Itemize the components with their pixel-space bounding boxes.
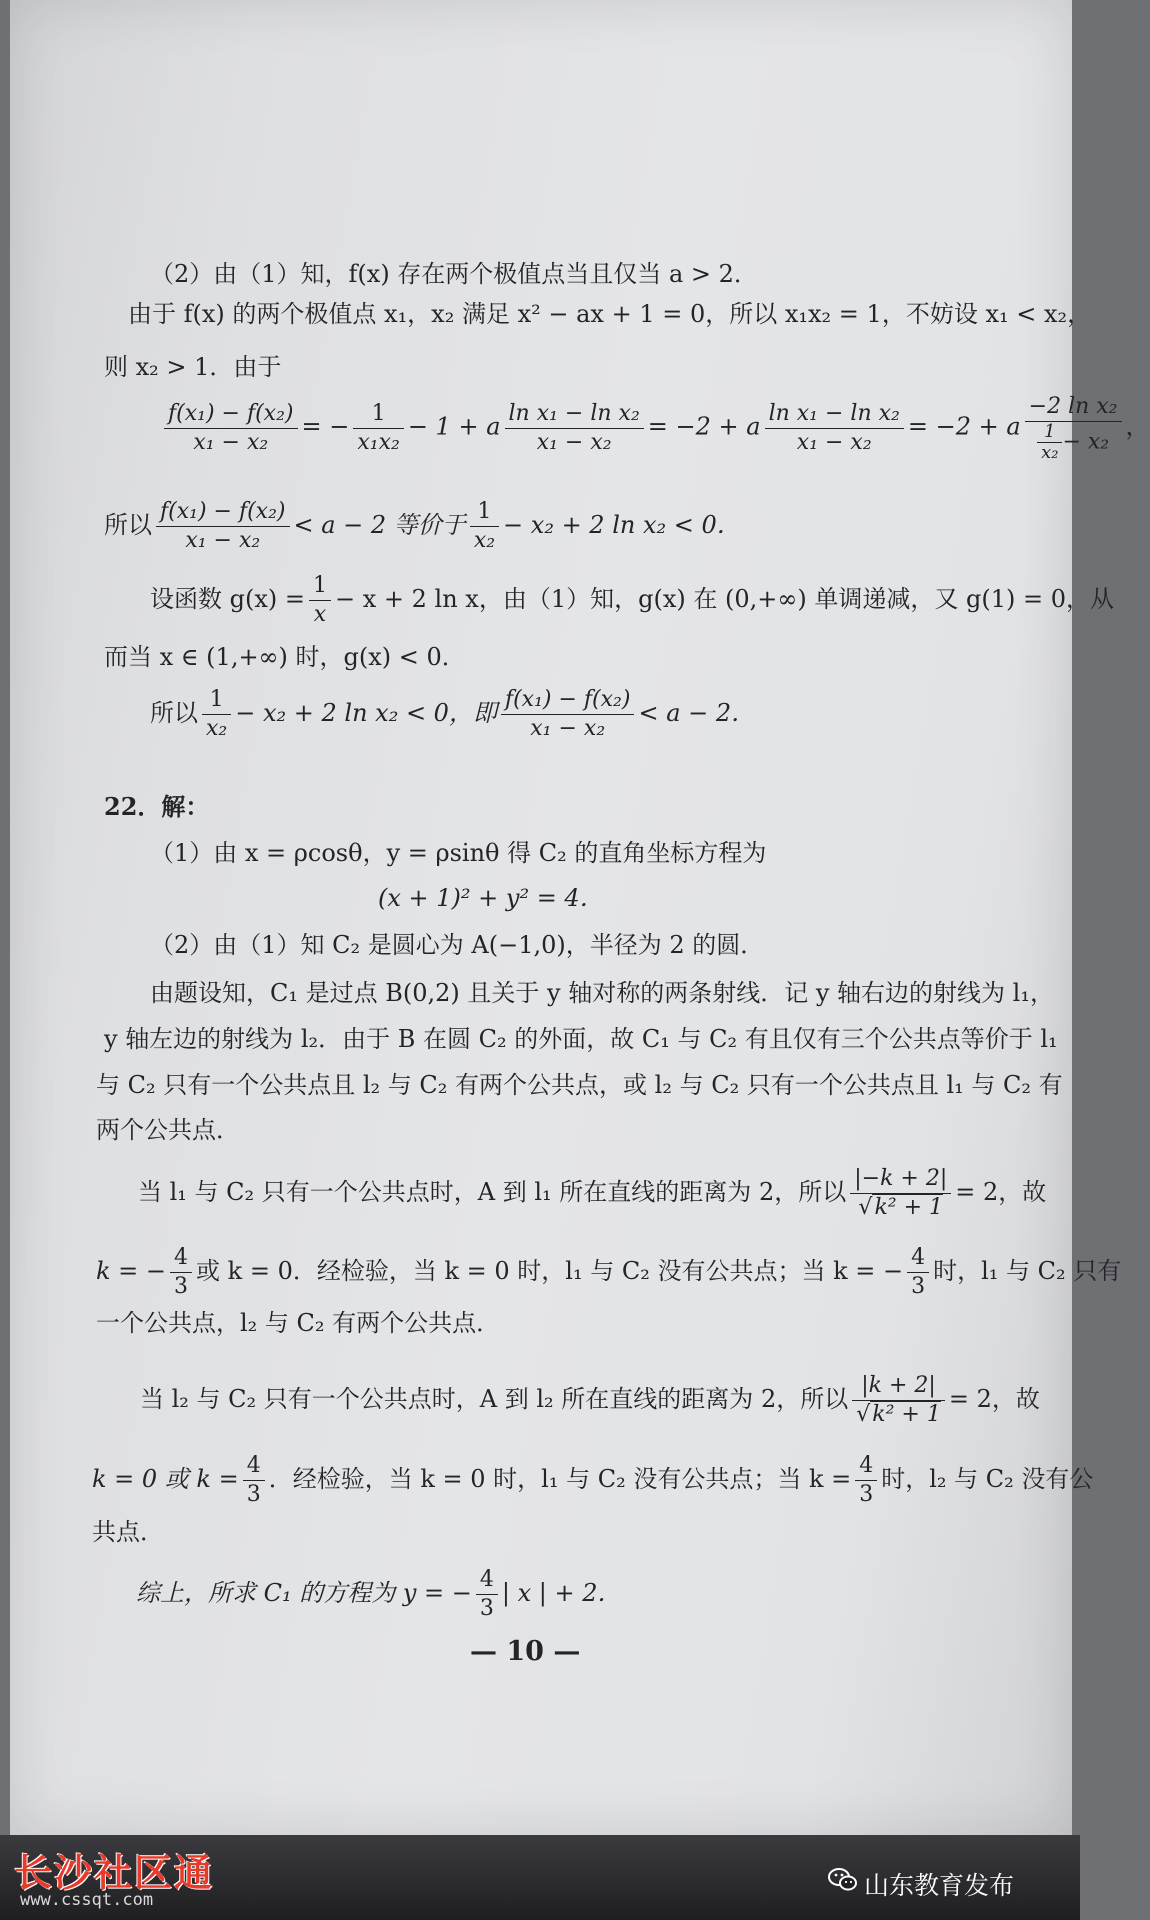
fraction: $\frac{\text{f(x₁) − f(x₂)}}{\text{x₁ − x₂}}$ (156, 498, 290, 555)
fraction: $\frac{|-k + 2|}{\text{√k² + 1}}$ (850, 1165, 951, 1222)
fraction: $\frac{1}{\text{x₂}}$ (470, 498, 499, 555)
text-line: 所以 $\frac{\text{f(x₁) − f(x₂)}}{\text{x₁ − x₂}}$ < a − 2 等价于 $\frac{1}{\text{x₂}}$ − x₂ + 2 ln x₂ < 0． (104, 499, 741, 553)
fraction: $\frac{4}{3}$ (855, 1452, 877, 1509)
text-line: 一个公共点，l₂ 与 C₂ 有两个公共点． (96, 1309, 501, 1337)
show-through-text (880, 205, 887, 230)
fraction: $\frac{\text{f(x₁) − f(x₂)}}{\text{x₁ − x₂}}$ (164, 400, 298, 457)
text-line: 当 l₁ 与 C₂ 只有一个公共点时，A 到 l₁ 所在直线的距离为 2，所以 $\frac{|-k + 2|}{\text{√k² + 1}}$ = 2，故 (138, 1166, 1047, 1220)
fraction: −2 ln x₂ $\frac{1}{\text{x₂}}$ − x₂ (1025, 393, 1122, 463)
text-line: （1）由 x = ρcosθ，y = ρsinθ 得 C₂ 的直角坐标方程为 (150, 839, 767, 867)
fraction: $\frac{4}{3}$ (907, 1244, 929, 1301)
text-line: y 轴左边的射线为 l₂．由于 B 在圆 C₂ 的外面，故 C₁ 与 C₂ 有且仅有三个公共点等价于 l₁ (104, 1025, 1058, 1053)
equation-difference-quotient: $\frac{\text{f(x₁) − f(x₂)}}{\text{x₁ − x₂}}$ = − $\frac{1}{\text{x₁x₂}}$ − 1 + a $\frac{\text{ln x₁ − ln x₂}}{\text{x₁ − x₂}}$ = −2 + a $\frac{\text{ln x₁ − ln x₂}}{\text{x₁ − x₂}}$ = −2 + a −2 ln x₂ $\frac{1}{\text{x₂}}$ − x₂ ， (160, 393, 1150, 463)
text-line: 所以 $\frac{1}{\text{x₂}}$ − x₂ + 2 ln x₂ < 0，即 $\frac{\text{f(x₁) − f(x₂)}}{\text{x₁ − x₂}}$ < a − 2． (150, 687, 756, 741)
wechat-icon (828, 1866, 858, 1894)
text-line: 设函数 g(x) = $\frac{1}{x}$ − x + 2 ln x，由（1）知，g(x) 在 (0,+∞) 单调递减，又 g(1) = 0，从 (150, 573, 1114, 627)
text-line: 则 x₂ > 1．由于 (104, 353, 282, 381)
fraction: $\frac{|k + 2|}{\text{√k² + 1}}$ (852, 1372, 945, 1429)
fraction: $\frac{\text{ln x₁ − ln x₂}}{\text{x₁ − x₂}}$ (765, 400, 904, 457)
site-url: www.cssqt.com (20, 1890, 154, 1910)
fraction: $\frac{4}{3}$ (170, 1244, 192, 1301)
wechat-account-label: 山东教育发布 (864, 1871, 1015, 1900)
fraction: $\frac{1}{x}$ (309, 572, 331, 629)
fraction: $\frac{1}{\text{x₁x₂}}$ (353, 400, 403, 457)
text-line: 当 l₂ 与 C₂ 只有一个公共点时，A 到 l₂ 所在直线的距离为 2，所以 $\frac{|k + 2|}{\text{√k² + 1}}$ = 2，故 (140, 1373, 1040, 1427)
fraction: $\frac{\text{f(x₁) − f(x₂)}}{\text{x₁ − x₂}}$ (501, 686, 635, 743)
text-line: （2）由（1）知 C₂ 是圆心为 A(−1,0)，半径为 2 的圆． (150, 931, 765, 959)
site-logo: 长沙社区通 (14, 1851, 215, 1895)
text-line: 而当 x ∈ (1,+∞) 时，g(x) < 0． (104, 643, 466, 671)
text-line: 共点． (92, 1518, 164, 1546)
text-line: k = 0 或 k = $\frac{4}{3}$ ．经检验，当 k = 0 时，l₁ 与 C₂ 没有公共点；当 k = $\frac{4}{3}$ 时，l₂ 与 C₂ 没有公 (92, 1453, 1094, 1507)
text-line: 两个公共点． (96, 1116, 240, 1144)
text-line: 综上，所求 C₁ 的方程为 y = − $\frac{4}{3}$ | x | + 2． (136, 1567, 622, 1621)
page-number: — 10 — (470, 1636, 581, 1667)
text-line: 由于 f(x) 的两个极值点 x₁，x₂ 满足 x² − ax + 1 = 0，所以 x₁x₂ = 1，不妨设 x₁ < x₂， (128, 300, 1092, 328)
question-heading: 22．解： (104, 792, 210, 821)
equation: (x + 1)² + y² = 4． (378, 884, 604, 912)
fraction: $\frac{4}{3}$ (243, 1452, 265, 1509)
fraction: $\frac{4}{3}$ (476, 1566, 498, 1623)
fraction: $\frac{\text{ln x₁ − ln x₂}}{\text{x₁ − x₂}}$ (505, 400, 644, 457)
text-line: k = − $\frac{4}{3}$ 或 k = 0．经检验，当 k = 0 时，l₁ 与 C₂ 没有公共点；当 k = − $\frac{4}{3}$ 时，l₁ 与 C₂ 只有 (96, 1245, 1122, 1299)
text-line: 由题设知，C₁ 是过点 B(0,2) 且关于 y 轴对称的两条射线．记 y 轴右边的射线为 l₁， (150, 979, 1054, 1007)
fraction: $\frac{1}{\text{x₂}}$ (202, 686, 231, 743)
text-line: 与 C₂ 只有一个公共点且 l₂ 与 C₂ 有两个公共点，或 l₂ 与 C₂ 只有一个公共点且 l₁ 与 C₂ 有 (96, 1071, 1063, 1099)
text-line: （2）由（1）知，f(x) 存在两个极值点当且仅当 a > 2． (150, 260, 758, 288)
